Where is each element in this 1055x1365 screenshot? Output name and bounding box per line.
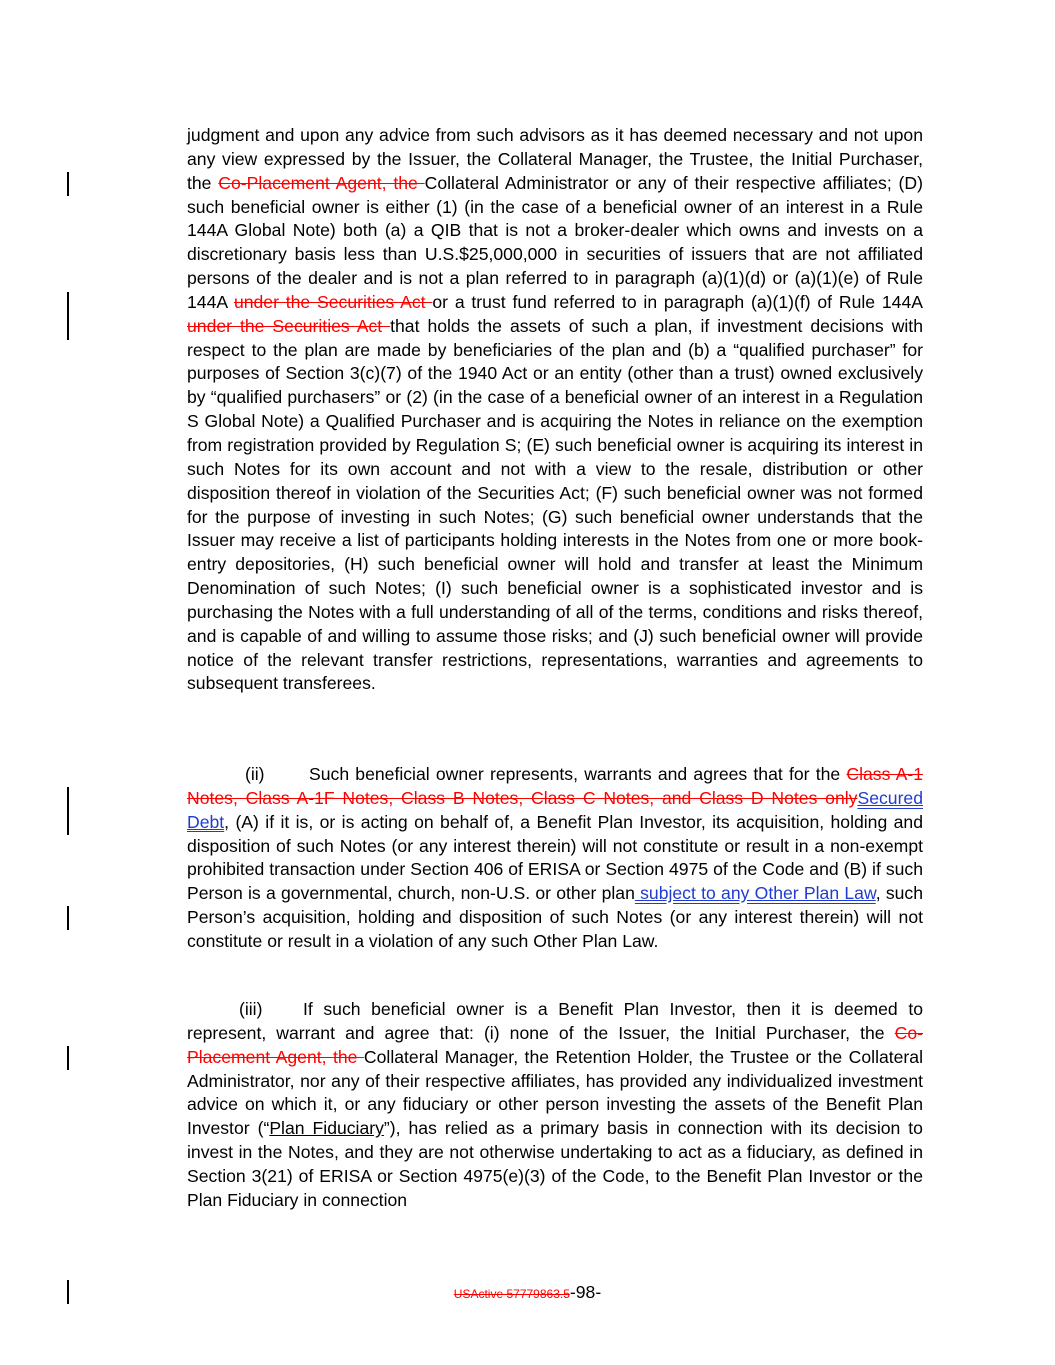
text-run: If such beneficial owner is a Benefit Plan Investor, then it is deemed to represent, warrant and agree that: (i) none of the Issuer, the Initial Purchaser, the <box>187 999 923 1043</box>
inserted-text: subject to any Other Plan Law <box>634 883 876 904</box>
revision-bar <box>67 292 69 340</box>
deleted-text: Class A-1 Notes, Class A-1F Notes, Class B Notes, Class C Notes, and Class D Notes only <box>187 764 923 808</box>
deleted-text: under the Securities Act <box>187 315 391 336</box>
text-run: , such Person’s acquisition, holding and disposition of such Notes (or any interest therein) will not constitute or result in a violation of any such Other Plan Law. <box>187 883 923 951</box>
revision-bar <box>67 787 69 835</box>
paragraph-number: (iii) <box>239 999 263 1019</box>
page-footer <box>0 1280 1055 1306</box>
paragraph-text <box>187 999 923 1210</box>
inserted-text: Secured Debt <box>187 787 923 832</box>
text-run: Such beneficial owner represents, warrants and agrees that for the <box>309 764 847 784</box>
page-number: -98- <box>569 1282 602 1302</box>
paragraph-iii <box>187 998 923 1213</box>
defined-term: Plan Fiduciary <box>269 1118 384 1139</box>
paragraph-ii <box>187 763 923 954</box>
revision-bar <box>67 906 69 930</box>
paragraph-text <box>187 764 923 951</box>
text-run: Collateral Administrator or any of their respective affiliates; (D) such beneficial owner is either (1) (in the case of a beneficial owner of an interest in a Rule 144A Global Note) both (a) a QIB that is not a broker-dealer which owns and invests on a discretionary basis less than U.S.$25,000,000 in securities of issuers that are not affiliated persons of the dealer and is not a plan referred to in paragraph (a)(1)(d) or (a)(1)(e) of Rule 144A <box>187 172 923 312</box>
document-id: USActive 57779863.5 <box>453 1287 570 1301</box>
revision-bar <box>67 1046 69 1070</box>
deleted-text: Co-Placement Agent, the <box>187 1022 923 1067</box>
paragraph-number: (ii) <box>245 764 265 784</box>
text-run: , (A) if it is, or is acting on behalf of, a Benefit Plan Investor, its acquisition, holding and disposition of such Notes (or any interest therein) will not constitute or result in a non-exempt prohibited transaction under Section 406 of ERISA or Section 4975 of the Code and (B) if such Person is a governmental, church, non-U.S. or other plan <box>187 811 923 904</box>
paragraph-continuation <box>187 124 923 696</box>
revision-bar <box>67 172 69 196</box>
deleted-text: Co-Placement Agent, the <box>218 172 425 193</box>
text-run: Collateral Manager, the Retention Holder, the Trustee or the Collateral Administrator, nor any of their respective affiliates, has provided any individualized investment advice on which it, or any fiduciary or other person investing the assets of the Benefit Plan Investor (“ <box>187 1046 923 1139</box>
deleted-text: under the Securities Act <box>233 291 433 312</box>
text-run: ”), has relied as a primary basis in connection with its decision to invest in the Notes, and they are not otherwise undertaking to act as a fiduciary, as defined in Section 3(21) of ERISA or Section 4975(e)(3) of the Code, to the Benefit Plan Investor or the Plan Fiduciary in connection <box>187 1118 923 1210</box>
text-run: judgment and upon any advice from such advisors as it has deemed necessary and not upon any view expressed by the Issuer, the Collateral Manager, the Trustee, the Initial Purchaser, the <box>187 125 923 193</box>
text-run: or a trust fund referred to in paragraph (a)(1)(f) of Rule 144A <box>432 291 923 312</box>
text-run: that holds the assets of such a plan, if investment decisions with respect to the plan are made by beneficiaries of the plan and (b) a “qualified purchaser” for purposes of Section 3(c)(7) of the 1940 Act or an entity (other than a trust) owned exclusively by “qualified purchasers” or (2) (in the case of a beneficial owner of an interest in a Regulation S Global Note) a Qualified Purchaser and is acquiring the Notes in reliance on the exemption from registration provided by Regulation S; (E) such beneficial owner is acquiring its interest in such Notes for its own account and not with a view to the resale, distribution or other disposition thereof in violation of the Securities Act; (F) such beneficial owner was not formed for the purpose of investing in such Notes; (G) such beneficial owner understands that the Issuer may receive a list of participants holding interests in the Notes from one or more book-entry depositories, (H) such beneficial owner will hold and transfer at least the Minimum Denomination of such Notes; (I) such beneficial owner is a sophisticated investor and is purchasing the Notes with a full understanding of all of the terms, conditions and risks thereof, and is capable of and willing to assume those risks; and (J) such beneficial owner will provide notice of the relevant transfer restrictions, representations, warranties and agreements to subsequent transferees. <box>187 315 923 694</box>
